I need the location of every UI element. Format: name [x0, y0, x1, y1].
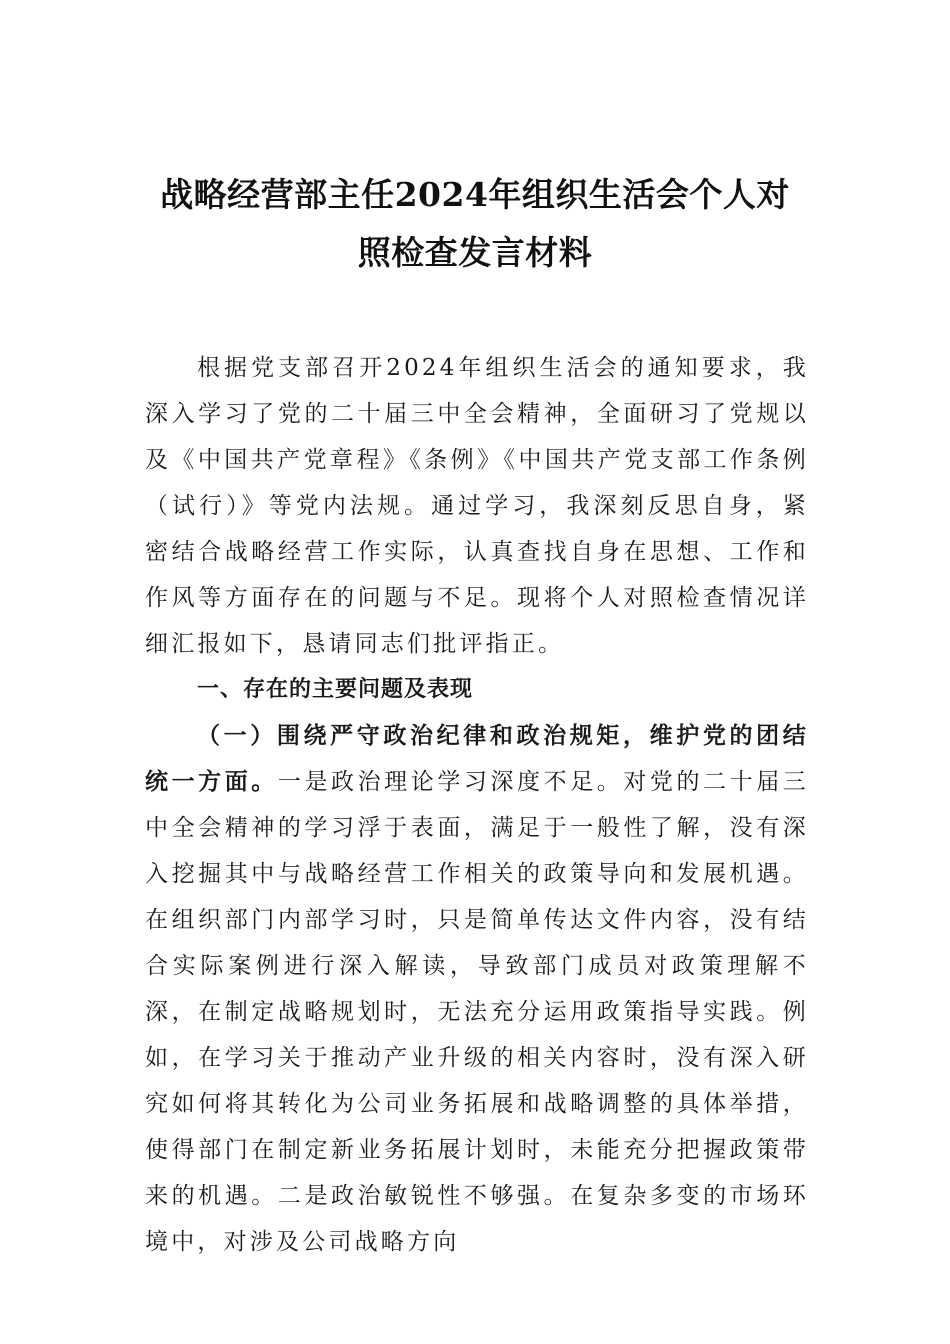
section-heading-1: 一、存在的主要问题及表现: [197, 677, 474, 702]
subsection-paragraph-1: [145, 713, 809, 1265]
subsection-heading-1: （一）围绕严守政治纪律和政治规矩，维护党的团结统一方面。: [145, 722, 809, 795]
title-line-1: 战略经营部主任2024年组织生活会个人对: [160, 175, 790, 214]
document-title: [130, 166, 820, 282]
intro-paragraph: 根据党支部召开2024年组织生活会的通知要求，我深入学习了党的二十届三中全会精神，全面研习了党规以及《中国共产党章程》《条例》《中国共产党支部工作条例（试行）》等党内法规。通过学习，我深刻反思自身，紧密结合战略经营工作实际，认真查找自身在思想、工作和作风等方面存在的问题与不足。现将个人对照检查情况详细汇报如下，恳请同志们批评指正。: [145, 355, 809, 657]
title-line-2: 照检查发言材料: [357, 233, 593, 272]
subsection-body-1: 一是政治理论学习深度不足。对党的二十届三中全会精神的学习浮于表面，满足于一般性了解，没有深入挖掘其中与战略经营工作相关的政策导向和发展机遇。在组织部门内部学习时，只是简单传达文件内容，没有结合实际案例进行深入解读，导致部门成员对政策理解不深，在制定战略规划时，无法充分运用政策指导实践。例如，在学习关于推动产业升级的相关内容时，没有深入研究如何将其转化为公司业务拓展和战略调整的具体举措，使得部门在制定新业务拓展计划时，未能充分把握政策带来的机遇。二是政治敏锐性不够强。在复杂多变的市场环境中，对涉及公司战略方向: [145, 769, 809, 1255]
document-body: [145, 345, 809, 1265]
